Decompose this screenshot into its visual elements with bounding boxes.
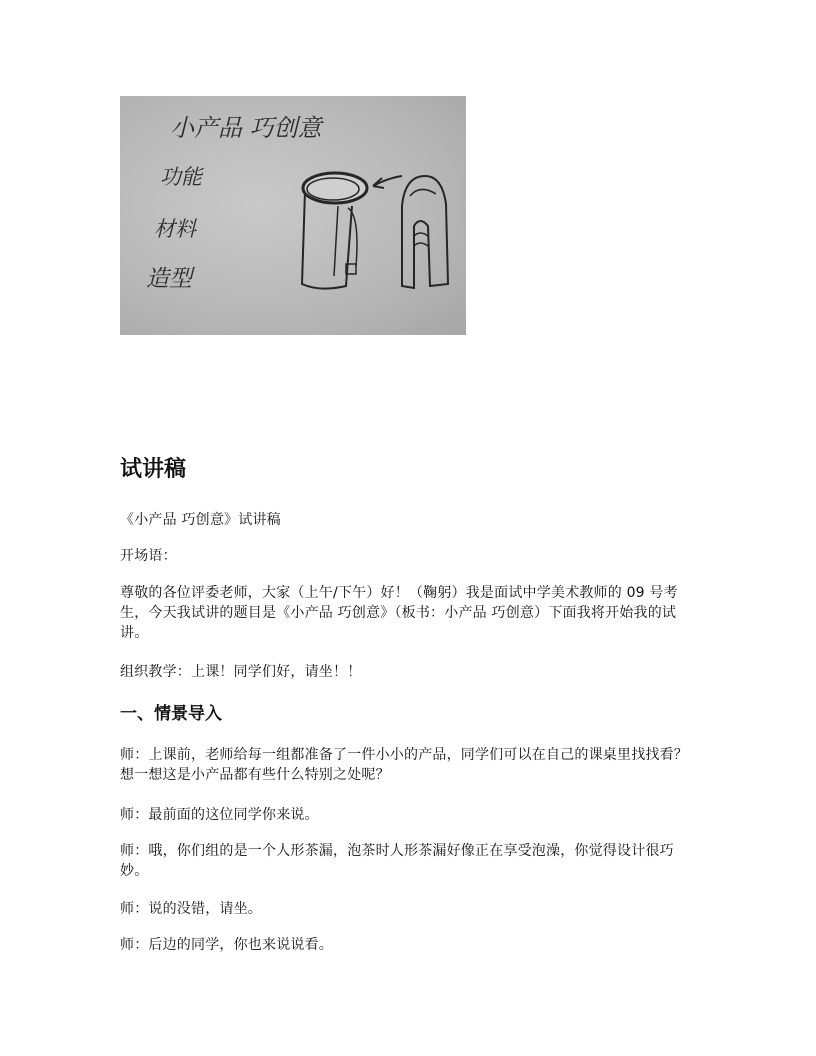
paragraph: 师：最前面的这位同学你来说。 [120,807,319,823]
sketch-item-material: 材料 [154,217,196,241]
sketch-item-shape: 造型 [146,266,192,292]
sleeve-drawing [402,176,448,288]
doc-heading: 试讲稿 [120,457,187,482]
doc-subtitle: 《小产品 巧创意》试讲稿 [120,512,281,528]
paragraph: 师：上课前，老师给每一组都准备了一件小小的产品，同学们可以在自己的课桌里找找看？想一想这是小产品都有些什么特别之处呢？ [120,747,688,783]
organize-text: 组织教学：上课！同学们好，请坐！！ [120,664,362,680]
opening-text: 尊敬的各位评委老师，大家（上午/下午）好！（鞠躬）我是面试中学美术教师的 09 号考生，今天我试讲的题目是《小产品 巧创意》（板书：小产品 巧创意）下面我将开始我的试讲。 [120,585,678,641]
paragraph: 师：后边的同学，你也来说说看。 [120,937,333,953]
paragraph: 师：哦，你们组的是一个人形茶漏，泡茶时人形茶漏好像正在享受泡澡，你觉得设计很巧妙。 [120,843,674,879]
pencil-sketch [120,96,466,335]
section-heading: 一、情景导入 [120,704,222,724]
cylinder-drawing [302,173,367,289]
arrow-icon [373,176,402,188]
opening-label: 开场语： [120,548,177,564]
sketch-photo [120,96,466,335]
sketch-title: 小产品 巧创意 [170,114,322,142]
sketch-item-function: 功能 [160,165,202,189]
paragraph: 师：说的没错，请坐。 [120,901,262,917]
